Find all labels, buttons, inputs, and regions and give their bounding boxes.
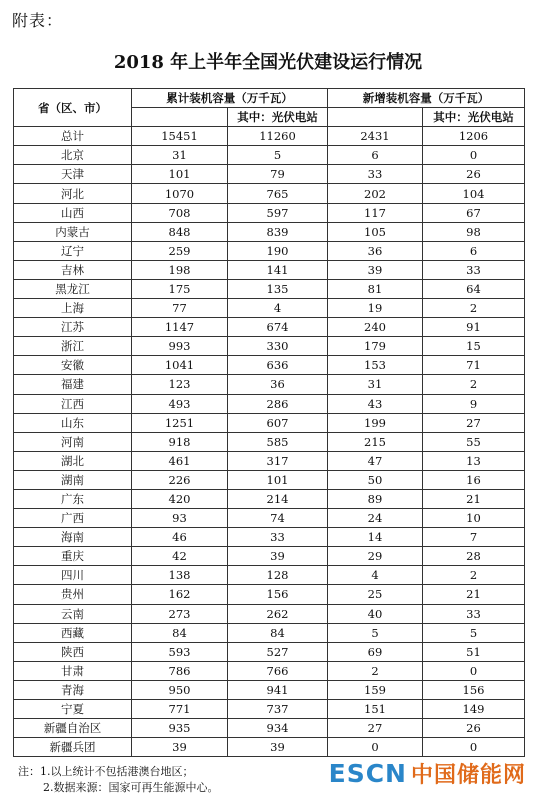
new-pv-station-cell: 26 <box>423 719 525 738</box>
cumulative-pv-station-cell: 79 <box>228 165 328 184</box>
cumulative-pv-station-cell: 766 <box>228 661 328 680</box>
table-row <box>14 241 525 260</box>
new-pv-station-cell: 6 <box>423 241 525 260</box>
table-row <box>14 413 525 432</box>
new-pv-station-cell: 28 <box>423 547 525 566</box>
table-row <box>14 203 525 222</box>
cumulative-pv-station-cell: 39 <box>228 547 328 566</box>
cumulative-pv-station-cell: 74 <box>228 509 328 528</box>
new-capacity-cell: 202 <box>328 184 423 203</box>
table-row <box>14 184 525 203</box>
region-cell: 贵州 <box>14 585 132 604</box>
new-capacity-cell: 215 <box>328 432 423 451</box>
cumulative-capacity-cell: 935 <box>132 719 228 738</box>
region-cell: 新疆兵团 <box>14 738 132 757</box>
region-cell: 上海 <box>14 299 132 318</box>
cumulative-capacity-cell: 493 <box>132 394 228 413</box>
new-pv-station-cell: 2 <box>423 299 525 318</box>
cumulative-pv-station-cell: 941 <box>228 680 328 699</box>
new-pv-station-cell: 0 <box>423 146 525 165</box>
cumulative-capacity-cell: 1041 <box>132 356 228 375</box>
new-capacity-cell: 29 <box>328 547 423 566</box>
cumulative-capacity-cell: 31 <box>132 146 228 165</box>
cumulative-pv-station-cell: 330 <box>228 337 328 356</box>
cumulative-capacity-cell: 461 <box>132 451 228 470</box>
cumulative-pv-station-cell: 135 <box>228 279 328 298</box>
cumulative-capacity-cell: 259 <box>132 241 228 260</box>
table-row <box>14 623 525 642</box>
cumulative-capacity-cell: 123 <box>132 375 228 394</box>
region-cell: 浙江 <box>14 337 132 356</box>
pv-capacity-table <box>13 88 525 757</box>
new-pv-station-cell: 15 <box>423 337 525 356</box>
table-row <box>14 661 525 680</box>
cumulative-pv-station-cell: 101 <box>228 470 328 489</box>
table-row <box>14 680 525 699</box>
cumulative-capacity-cell: 101 <box>132 165 228 184</box>
new-capacity-cell: 2431 <box>328 127 423 146</box>
table-row <box>14 585 525 604</box>
region-cell: 总计 <box>14 127 132 146</box>
table-row <box>14 604 525 623</box>
region-cell: 安徽 <box>14 356 132 375</box>
region-cell: 广东 <box>14 489 132 508</box>
watermark-cn-text: 中国储能网 <box>410 763 526 788</box>
cumulative-pv-station-cell: 141 <box>228 260 328 279</box>
footnote-line-2: 2.数据来源：国家可再生能源中心。 <box>43 781 219 794</box>
new-pv-station-cell: 10 <box>423 509 525 528</box>
new-pv-station-cell: 71 <box>423 356 525 375</box>
region-cell: 宁夏 <box>14 700 132 719</box>
cumulative-capacity-cell: 15451 <box>132 127 228 146</box>
cumulative-pv-station-cell: 5 <box>228 146 328 165</box>
cumulative-pv-station-cell: 839 <box>228 222 328 241</box>
cumulative-capacity-cell: 848 <box>132 222 228 241</box>
new-capacity-cell: 5 <box>328 623 423 642</box>
cumulative-capacity-cell: 786 <box>132 661 228 680</box>
table-row <box>14 375 525 394</box>
new-pv-station-cell: 64 <box>423 279 525 298</box>
footnote <box>18 764 219 796</box>
new-capacity-cell: 6 <box>328 146 423 165</box>
table-header-row-1 <box>14 89 525 108</box>
new-capacity-cell: 4 <box>328 566 423 585</box>
new-capacity-cell: 27 <box>328 719 423 738</box>
new-pv-station-cell: 0 <box>423 738 525 757</box>
cumulative-pv-station-cell: 36 <box>228 375 328 394</box>
new-capacity-cell: 105 <box>328 222 423 241</box>
new-capacity-cell: 33 <box>328 165 423 184</box>
cumulative-capacity-cell: 708 <box>132 203 228 222</box>
new-pv-station-cell: 33 <box>423 260 525 279</box>
cumulative-capacity-cell: 918 <box>132 432 228 451</box>
table-row <box>14 222 525 241</box>
cumulative-capacity-cell: 771 <box>132 700 228 719</box>
region-cell: 云南 <box>14 604 132 623</box>
cumulative-pv-station-cell: 128 <box>228 566 328 585</box>
cumulative-pv-station-cell: 84 <box>228 623 328 642</box>
cumulative-pv-station-cell: 214 <box>228 489 328 508</box>
cumulative-capacity-cell: 77 <box>132 299 228 318</box>
new-capacity-cell: 31 <box>328 375 423 394</box>
new-capacity-header: 新增装机容量（万千瓦） <box>328 89 525 108</box>
cumulative-capacity-header: 累计装机容量（万千瓦） <box>132 89 328 108</box>
new-capacity-cell: 47 <box>328 451 423 470</box>
cumulative-capacity-cell: 993 <box>132 337 228 356</box>
region-cell: 福建 <box>14 375 132 394</box>
cumulative-pv-station-cell: 33 <box>228 528 328 547</box>
cumulative-pv-station-cell: 585 <box>228 432 328 451</box>
region-cell: 广西 <box>14 509 132 528</box>
new-pv-station-cell: 149 <box>423 700 525 719</box>
cumulative-pv-station-cell: 286 <box>228 394 328 413</box>
new-capacity-cell: 153 <box>328 356 423 375</box>
region-cell: 江西 <box>14 394 132 413</box>
table-row <box>14 509 525 528</box>
total-row <box>14 127 525 146</box>
table-row <box>14 566 525 585</box>
cumulative-pv-station-cell: 934 <box>228 719 328 738</box>
footnote-line-1: 注：1.以上统计不包括港澳台地区； <box>18 765 194 778</box>
cumulative-pv-station-cell: 39 <box>228 738 328 757</box>
table-row <box>14 470 525 489</box>
new-pv-station-cell: 2 <box>423 566 525 585</box>
table-row <box>14 432 525 451</box>
cumulative-pv-station-cell: 737 <box>228 700 328 719</box>
new-pv-station-cell: 5 <box>423 623 525 642</box>
cumulative-capacity-cell: 93 <box>132 509 228 528</box>
new-pv-station-cell: 98 <box>423 222 525 241</box>
new-pv-station-cell: 67 <box>423 203 525 222</box>
region-cell: 北京 <box>14 146 132 165</box>
new-pv-station-cell: 16 <box>423 470 525 489</box>
region-cell: 天津 <box>14 165 132 184</box>
table-row <box>14 299 525 318</box>
new-pv-station-cell: 26 <box>423 165 525 184</box>
region-cell: 河北 <box>14 184 132 203</box>
region-cell: 陕西 <box>14 642 132 661</box>
cumulative-capacity-cell: 138 <box>132 566 228 585</box>
table-row <box>14 528 525 547</box>
new-capacity-cell: 159 <box>328 680 423 699</box>
table-row <box>14 260 525 279</box>
new-capacity-cell: 19 <box>328 299 423 318</box>
region-cell: 西藏 <box>14 623 132 642</box>
region-cell: 山东 <box>14 413 132 432</box>
new-pv-station-cell: 7 <box>423 528 525 547</box>
region-cell: 甘肃 <box>14 661 132 680</box>
table-row <box>14 738 525 757</box>
new-capacity-cell: 89 <box>328 489 423 508</box>
table-row <box>14 547 525 566</box>
region-cell: 重庆 <box>14 547 132 566</box>
cumulative-pv-station-cell: 317 <box>228 451 328 470</box>
cumulative-pv-station-cell: 11260 <box>228 127 328 146</box>
cumulative-total-subheader <box>132 108 228 127</box>
region-cell: 河南 <box>14 432 132 451</box>
cumulative-capacity-cell: 1147 <box>132 318 228 337</box>
table-row <box>14 318 525 337</box>
cumulative-pv-station-cell: 597 <box>228 203 328 222</box>
new-capacity-cell: 179 <box>328 337 423 356</box>
cumulative-capacity-cell: 84 <box>132 623 228 642</box>
new-pv-station-cell: 156 <box>423 680 525 699</box>
new-pv-station-cell: 13 <box>423 451 525 470</box>
new-pv-station-cell: 0 <box>423 661 525 680</box>
new-capacity-cell: 14 <box>328 528 423 547</box>
region-cell: 湖北 <box>14 451 132 470</box>
region-cell: 湖南 <box>14 470 132 489</box>
new-pv-station-cell: 91 <box>423 318 525 337</box>
new-pv-station-cell: 21 <box>423 489 525 508</box>
new-pv-station-cell: 27 <box>423 413 525 432</box>
new-capacity-cell: 40 <box>328 604 423 623</box>
table-body <box>14 127 525 757</box>
new-capacity-cell: 50 <box>328 470 423 489</box>
escn-watermark-logo <box>329 758 526 789</box>
cumulative-pv-station-cell: 190 <box>228 241 328 260</box>
new-total-subheader <box>328 108 423 127</box>
new-pv-station-cell: 2 <box>423 375 525 394</box>
region-cell: 海南 <box>14 528 132 547</box>
table-row <box>14 700 525 719</box>
region-cell: 四川 <box>14 566 132 585</box>
table-row <box>14 394 525 413</box>
cumulative-capacity-cell: 39 <box>132 738 228 757</box>
watermark-en-text: ESCN <box>328 759 407 788</box>
cumulative-capacity-cell: 162 <box>132 585 228 604</box>
cumulative-pv-station-cell: 674 <box>228 318 328 337</box>
new-capacity-cell: 81 <box>328 279 423 298</box>
region-cell: 山西 <box>14 203 132 222</box>
new-pv-station-subheader: 其中：光伏电站 <box>423 108 525 127</box>
region-cell: 辽宁 <box>14 241 132 260</box>
cumulative-capacity-cell: 46 <box>132 528 228 547</box>
cumulative-capacity-cell: 950 <box>132 680 228 699</box>
new-capacity-cell: 25 <box>328 585 423 604</box>
new-capacity-cell: 24 <box>328 509 423 528</box>
new-pv-station-cell: 55 <box>423 432 525 451</box>
cumulative-pv-station-cell: 4 <box>228 299 328 318</box>
new-capacity-cell: 151 <box>328 700 423 719</box>
new-pv-station-cell: 104 <box>423 184 525 203</box>
table-row <box>14 356 525 375</box>
region-cell: 吉林 <box>14 260 132 279</box>
cumulative-capacity-cell: 420 <box>132 489 228 508</box>
new-capacity-cell: 2 <box>328 661 423 680</box>
cumulative-pv-station-cell: 636 <box>228 356 328 375</box>
new-pv-station-cell: 21 <box>423 585 525 604</box>
new-capacity-cell: 240 <box>328 318 423 337</box>
cumulative-capacity-cell: 42 <box>132 547 228 566</box>
cumulative-capacity-cell: 175 <box>132 279 228 298</box>
region-cell: 内蒙古 <box>14 222 132 241</box>
new-capacity-cell: 43 <box>328 394 423 413</box>
table-row <box>14 165 525 184</box>
region-cell: 江苏 <box>14 318 132 337</box>
cumulative-capacity-cell: 198 <box>132 260 228 279</box>
cumulative-pv-station-cell: 607 <box>228 413 328 432</box>
table-row <box>14 337 525 356</box>
table-row <box>14 642 525 661</box>
document-title: 2018 年上半年全国光伏建设运行情况 <box>113 52 423 73</box>
table-row <box>14 279 525 298</box>
header-note: 附表： <box>12 11 64 30</box>
cumulative-pv-station-cell: 262 <box>228 604 328 623</box>
region-cell: 黑龙江 <box>14 279 132 298</box>
new-capacity-cell: 0 <box>328 738 423 757</box>
new-capacity-cell: 39 <box>328 260 423 279</box>
new-pv-station-cell: 51 <box>423 642 525 661</box>
table-row <box>14 146 525 165</box>
cumulative-capacity-cell: 593 <box>132 642 228 661</box>
region-cell: 新疆自治区 <box>14 719 132 738</box>
new-pv-station-cell: 9 <box>423 394 525 413</box>
cumulative-capacity-cell: 1251 <box>132 413 228 432</box>
new-capacity-cell: 199 <box>328 413 423 432</box>
cumulative-capacity-cell: 273 <box>132 604 228 623</box>
cumulative-pv-station-cell: 765 <box>228 184 328 203</box>
cumulative-capacity-cell: 1070 <box>132 184 228 203</box>
new-capacity-cell: 69 <box>328 642 423 661</box>
cumulative-pv-station-cell: 527 <box>228 642 328 661</box>
new-pv-station-cell: 33 <box>423 604 525 623</box>
new-pv-station-cell: 1206 <box>423 127 525 146</box>
new-capacity-cell: 117 <box>328 203 423 222</box>
cumulative-pv-station-subheader: 其中：光伏电站 <box>228 108 328 127</box>
table-row <box>14 489 525 508</box>
cumulative-capacity-cell: 226 <box>132 470 228 489</box>
region-column-header: 省（区、市） <box>14 89 132 127</box>
region-cell: 青海 <box>14 680 132 699</box>
table-row <box>14 451 525 470</box>
cumulative-pv-station-cell: 156 <box>228 585 328 604</box>
table-row <box>14 719 525 738</box>
new-capacity-cell: 36 <box>328 241 423 260</box>
